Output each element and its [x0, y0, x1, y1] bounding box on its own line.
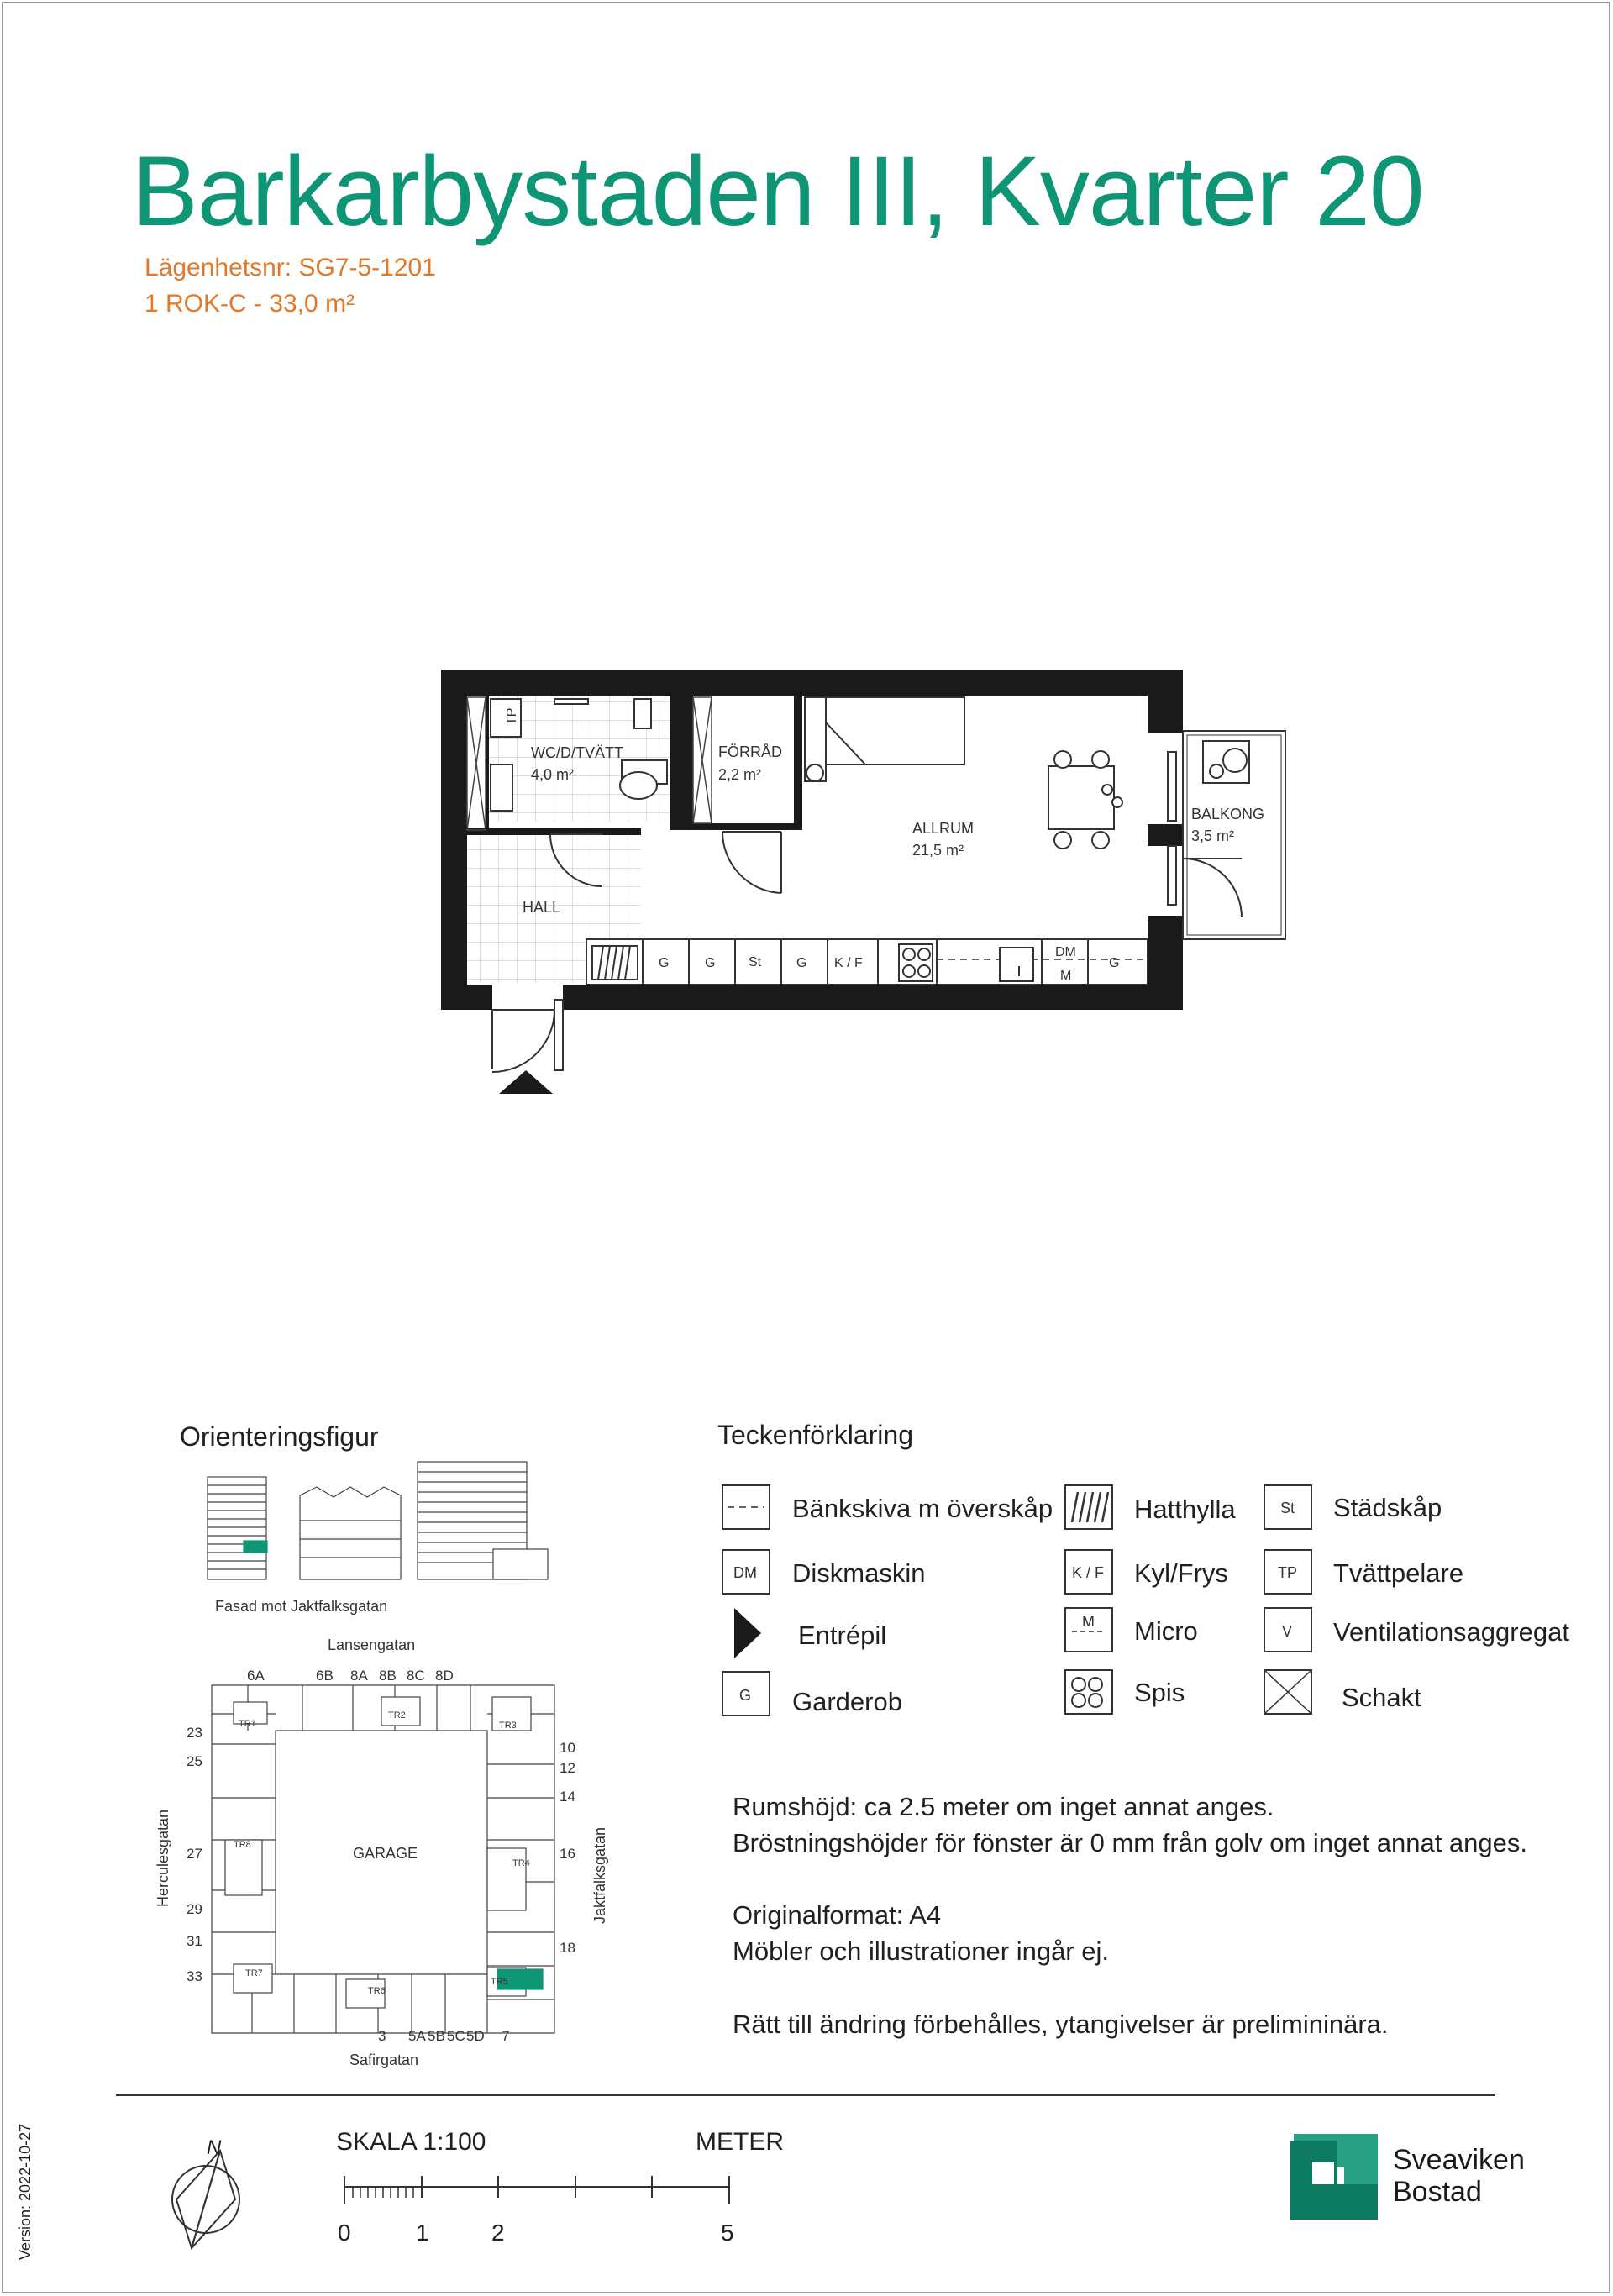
svg-text:31: 31: [187, 1933, 202, 1949]
svg-text:33: 33: [187, 1968, 202, 1984]
legend-label-shaft: Schakt: [1342, 1683, 1421, 1712]
note-reservation: Rätt till ändring förbehålles, ytangivelser är prelimininära.: [733, 2010, 1389, 2039]
counter-g-4: G: [1109, 956, 1120, 970]
legend-label-ventilation: Ventilationsaggregat: [1333, 1617, 1569, 1647]
address-numbers-left: [187, 1725, 202, 1984]
apartment-type-area: 1 ROK-C - 33,0 m²: [144, 290, 355, 318]
scale-tick-5: 5: [721, 2220, 734, 2246]
legend-label-stove: Spis: [1134, 1678, 1185, 1707]
wc-room-name: WC/D/TVÄTT: [531, 744, 623, 761]
svg-text:25: 25: [187, 1753, 202, 1769]
allrum-room-area: 21,5 m²: [912, 842, 964, 859]
svg-text:TR7: TR7: [245, 1968, 263, 1978]
street-west: Herculesgatan: [155, 1809, 171, 1907]
svg-text:8B: 8B: [379, 1668, 397, 1684]
scale-unit: METER: [696, 2128, 784, 2156]
svg-text:3: 3: [378, 2028, 386, 2044]
scale-tick-2: 2: [491, 2220, 505, 2246]
svg-text:TR8: TR8: [234, 1840, 251, 1850]
svg-text:6B: 6B: [316, 1668, 334, 1684]
svg-text:10: 10: [560, 1740, 575, 1756]
legend-label-wardrobe: Garderob: [792, 1687, 902, 1716]
wc-room-area: 4,0 m²: [531, 766, 575, 783]
page-title: Barkarbystaden III, Kvarter 20: [132, 136, 1424, 247]
note-original-format: Originalformat: A4: [733, 1900, 942, 1930]
counter-g-2: G: [705, 956, 716, 970]
svg-text:G: G: [739, 1687, 752, 1704]
balkong-room-name: BALKONG: [1191, 806, 1265, 822]
entry-arrow: [499, 1070, 553, 1094]
svg-text:6A: 6A: [247, 1668, 265, 1684]
note-furniture: Möbler och illustrationer ingår ej.: [733, 1936, 1109, 1966]
svg-text:5D: 5D: [466, 2028, 485, 2044]
svg-text:27: 27: [187, 1846, 202, 1862]
svg-text:16: 16: [560, 1846, 575, 1862]
note-window-height: Bröstningshöjder för fönster är 0 mm från golv om inget annat anges.: [733, 1828, 1527, 1857]
logo-line-2: Bostad: [1393, 2176, 1482, 2208]
north-compass-icon: [172, 2151, 239, 2248]
svg-text:DM: DM: [733, 1564, 757, 1581]
north-label: N: [207, 2136, 222, 2159]
svg-text:TR1: TR1: [239, 1719, 256, 1729]
footer-graphics: [0, 2083, 1613, 2296]
counter-g-3: G: [796, 956, 807, 970]
svg-text:5B: 5B: [428, 2028, 445, 2044]
svg-text:TR3: TR3: [499, 1721, 517, 1731]
svg-text:V: V: [1282, 1623, 1293, 1640]
forrad-room-area: 2,2 m²: [718, 766, 762, 783]
svg-text:23: 23: [187, 1725, 202, 1741]
version-label: Version: 2022-10-27: [17, 2123, 34, 2260]
sveaviken-logo-icon: [1290, 2134, 1378, 2220]
svg-text:29: 29: [187, 1901, 202, 1917]
legend-label-hat-shelf: Hatthylla: [1134, 1495, 1236, 1524]
apartment-number: Lägenhetsnr: SG7-5-1201: [144, 254, 436, 281]
svg-text:8A: 8A: [350, 1668, 368, 1684]
counter-g-1: G: [659, 956, 670, 970]
svg-text:8C: 8C: [407, 1668, 425, 1684]
svg-text:TR6: TR6: [368, 1986, 386, 1996]
hall-room-name: HALL: [523, 899, 561, 916]
counter-dm: DM: [1055, 945, 1076, 959]
svg-text:5C: 5C: [447, 2028, 465, 2044]
legend-label-benchtop: Bänkskiva m överskåp: [792, 1494, 1053, 1523]
legend-heading: Teckenförklaring: [717, 1420, 913, 1450]
svg-text:K / F: K / F: [1072, 1564, 1105, 1581]
scale-label: SKALA 1:100: [336, 2128, 486, 2156]
note-room-height: Rumshöjd: ca 2.5 meter om inget annat anges.: [733, 1792, 1274, 1821]
svg-text:12: 12: [560, 1760, 575, 1776]
svg-text:14: 14: [560, 1789, 575, 1805]
legend-label-washer-stack: Tvättpelare: [1333, 1558, 1464, 1588]
counter-st: St: [749, 955, 762, 969]
forrad-room-name: FÖRRÅD: [718, 743, 782, 760]
scale-tick-0: 0: [338, 2220, 351, 2246]
hat-shelf-symbol: [592, 946, 638, 980]
street-south: Safirgatan: [349, 2052, 419, 2068]
svg-text:8D: 8D: [435, 1668, 454, 1684]
svg-text:TR2: TR2: [388, 1710, 406, 1721]
street-east: Jaktfalksgatan: [591, 1826, 608, 1924]
legend-label-micro: Micro: [1134, 1616, 1198, 1646]
floor-plan: [0, 0, 1613, 1109]
svg-text:TR4: TR4: [512, 1858, 530, 1868]
street-north: Lansengatan: [328, 1637, 416, 1653]
allrum-room-name: ALLRUM: [912, 820, 975, 837]
logo-line-1: Sveaviken: [1393, 2144, 1525, 2176]
svg-text:5A: 5A: [408, 2028, 426, 2044]
balkong-room-area: 3,5 m²: [1191, 828, 1235, 844]
garage-label: GARAGE: [353, 1845, 418, 1862]
legend-label-fridge: Kyl/Frys: [1134, 1558, 1228, 1588]
legend-label-cleaning-cabinet: Städskåp: [1333, 1493, 1442, 1522]
counter-kf: K / F: [834, 956, 863, 970]
svg-text:TR5: TR5: [491, 1977, 508, 1987]
facade-label: Fasad mot Jaktfalksgatan: [215, 1598, 388, 1615]
counter-m: M: [1060, 969, 1072, 983]
scale-bar: [344, 2176, 729, 2204]
tp-code: TP: [505, 707, 519, 725]
svg-text:7: 7: [502, 2028, 510, 2044]
legend-label-entry: Entrépil: [798, 1621, 887, 1650]
svg-text:St: St: [1280, 1500, 1295, 1516]
svg-text:M: M: [1082, 1613, 1095, 1630]
svg-text:TP: TP: [1278, 1564, 1298, 1581]
legend-label-dishwasher: Diskmaskin: [792, 1558, 926, 1588]
svg-text:18: 18: [560, 1940, 575, 1956]
orientation-heading: Orienteringsfigur: [180, 1421, 379, 1452]
scale-tick-1: 1: [416, 2220, 429, 2246]
